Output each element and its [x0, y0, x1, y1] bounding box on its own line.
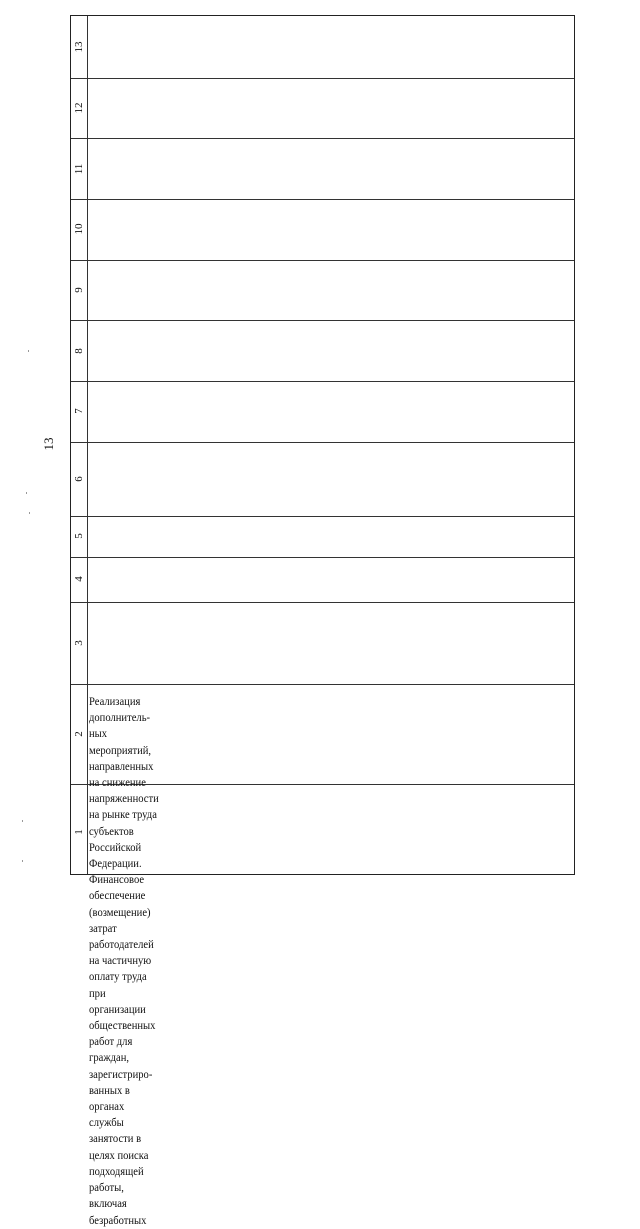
scan-speck [28, 350, 29, 352]
scan-speck [26, 492, 27, 494]
text-line: общественных [89, 1020, 156, 1033]
column-number-5: 5 [73, 533, 85, 539]
column-separator [71, 199, 574, 200]
text-line: зарегистриро- [89, 1068, 153, 1081]
text-line: напряженности [89, 793, 159, 806]
text-line: Финансовое [89, 874, 145, 887]
text-line: организации [89, 1003, 146, 1016]
text-line: органах [89, 1101, 125, 1114]
text-line: направленных [89, 760, 154, 773]
column-separator [71, 78, 574, 79]
column-number-13: 13 [73, 41, 85, 53]
column-separator [71, 557, 574, 558]
column-separator [71, 684, 574, 685]
text-line: ванных в [89, 1084, 130, 1097]
text-line: Федерации. [89, 858, 142, 871]
text-line: занятости в [89, 1133, 142, 1146]
text-line: дополнитель- [89, 712, 151, 725]
text-line: на снижение [89, 777, 146, 790]
column-number-10: 10 [73, 223, 85, 235]
column-number-9: 9 [73, 287, 85, 293]
text-line: субъектов [89, 825, 134, 838]
column-number-8: 8 [73, 348, 85, 354]
scan-speck [29, 512, 30, 514]
text-line: граждан, [89, 1052, 130, 1065]
text-line: затрат [89, 922, 117, 935]
page-number: 13 [41, 437, 56, 451]
text-line: работодателей [89, 939, 154, 952]
text-line: на частичную [89, 955, 152, 968]
text-line: включая [89, 1198, 127, 1211]
text-line: Российской [89, 841, 142, 854]
text-line: (возмещение) [89, 906, 151, 919]
text-line: целях поиска [89, 1149, 149, 1162]
text-line: при [89, 987, 106, 1000]
scan-speck [22, 860, 23, 862]
column-number-7: 7 [73, 408, 85, 414]
text-line: на рынке труда [89, 809, 157, 822]
text-line: обеспечение [89, 890, 146, 903]
scan-speck [22, 820, 23, 822]
column-separator [71, 320, 574, 321]
column-number-11: 11 [73, 163, 85, 175]
text-line: Реализация [89, 696, 141, 708]
text-line: работ для [89, 1036, 133, 1049]
column-separator [71, 516, 574, 517]
column-number-4: 4 [73, 576, 85, 582]
column-number-3: 3 [73, 640, 85, 646]
column-number-1: 1 [73, 829, 85, 835]
column-number-12: 12 [73, 102, 85, 114]
column-separator [71, 442, 574, 443]
column-separator [71, 381, 574, 382]
column-separator [71, 602, 574, 603]
text-line: ных [89, 728, 108, 741]
column-separator [71, 138, 574, 139]
text-line: безработных [89, 1214, 147, 1227]
header-divider [87, 16, 88, 874]
text-line: работы, [89, 1182, 124, 1195]
text-line: службы [89, 1117, 124, 1130]
text-line: подходящей [89, 1165, 144, 1178]
row-description [89, 694, 194, 1229]
column-separator [71, 260, 574, 261]
text-line: мероприятий, [89, 744, 152, 757]
column-number-2: 2 [73, 731, 85, 737]
column-number-6: 6 [73, 476, 85, 482]
text-line: оплату труда [89, 971, 147, 984]
rotated-table [70, 15, 575, 1227]
